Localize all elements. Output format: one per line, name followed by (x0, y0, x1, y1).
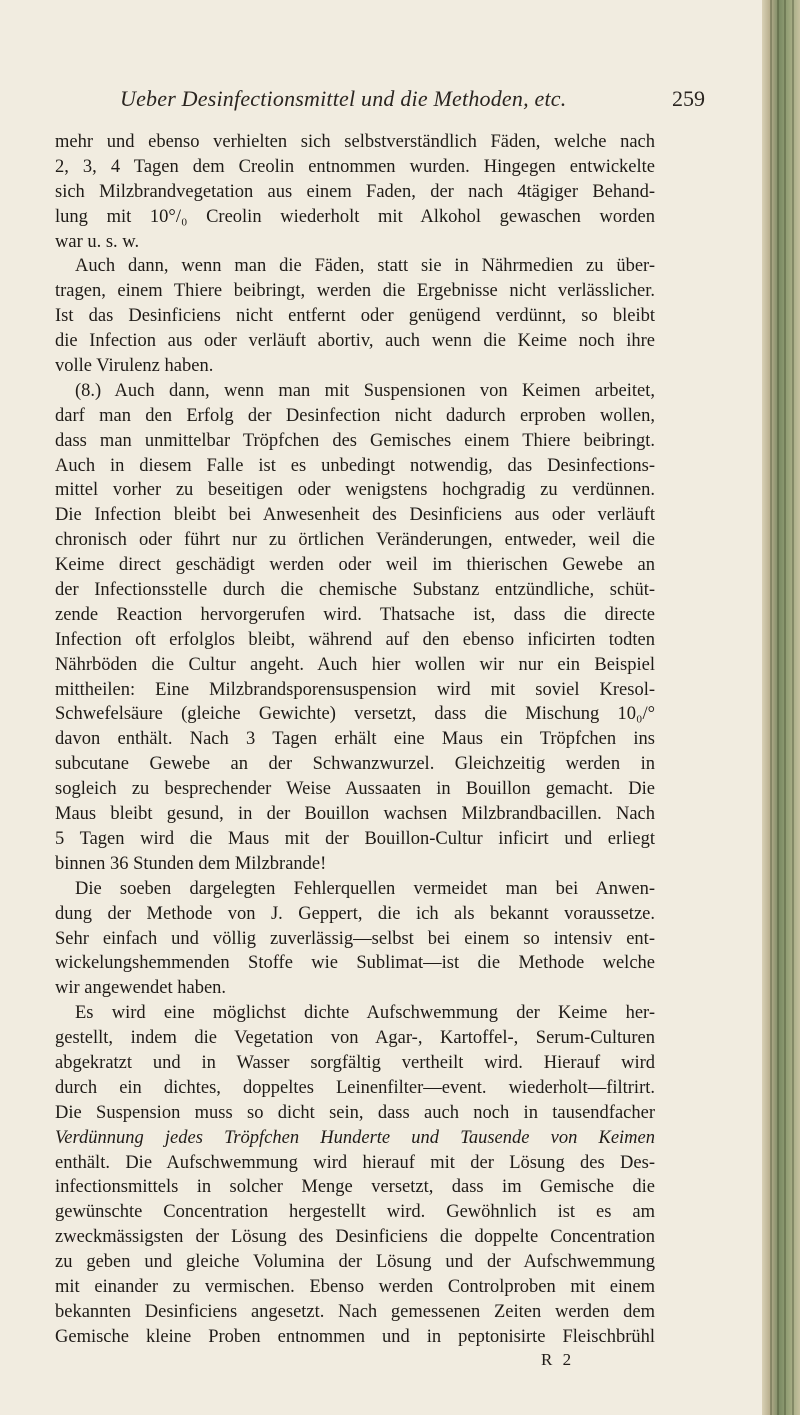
text-line: Gemische kleine Proben entnommen und in peptonisirte Fleischbrühl (55, 1326, 655, 1347)
text-line: Die soeben dargelegten Fehlerquellen vermeidet man bei Anwen- (75, 878, 655, 899)
text-line: abgekratzt und in Wasser sorgfältig vertheilt wird. Hierauf wird (55, 1052, 655, 1073)
text-line: Nährböden die Cultur angeht. Auch hier wollen wir nur ein Beispiel (55, 654, 655, 675)
text-line: Ist das Desinficiens nicht entfernt oder genügend verdünnt, so bleibt (55, 306, 655, 327)
text-line: Auch in diesem Falle ist es unbedingt notwendig, das Desinfections- (55, 455, 655, 476)
text-line: dung der Methode von J. Geppert, die ich als bekannt voraussetze. (55, 903, 655, 924)
text-line: die Infection aus oder verläuft abortiv, auch wenn die Keime noch ihre (55, 331, 655, 352)
text-line: volle Virulenz haben. (55, 356, 214, 377)
running-title: Ueber Desinfectionsmittel und die Methoden, etc. (120, 86, 567, 111)
text-line: 5 Tagen wird die Maus mit der Bouillon-Cultur inficirt und erliegt (55, 828, 655, 849)
text-line: durch ein dichtes, doppeltes Leinenfilter—event. wiederholt—filtrirt. (55, 1077, 655, 1098)
text-line: binnen 36 Stunden dem Milzbrande! (55, 853, 327, 874)
text-line: sich Milzbrandvegetation aus einem Faden, der nach 4tägiger Behand- (55, 181, 655, 202)
text-line: Sehr einfach und völlig zuverlässig—selbst bei einem so intensiv ent- (55, 928, 655, 949)
text-line: Es wird eine möglichst dichte Aufschwemmung der Keime her- (75, 1003, 655, 1024)
text-line: Keime direct geschädigt werden oder weil im thierischen Gewebe an (55, 555, 655, 576)
text-line: mittheilen: Eine Milzbrandsporensuspension wird mit soviel Kresol- (55, 679, 655, 700)
text-line: gestellt, indem die Vegetation von Agar-, Kartoffel-, Serum-Culturen (55, 1028, 655, 1049)
text-line: sogleich zu besprechender Weise Aussaaten in Bouillon gemacht. Die (55, 779, 655, 800)
text-line: Verdünnung jedes Tröpfchen Hunderte und Tausende von Keimen (55, 1127, 655, 1148)
text-line: lung mit 10°/₀ Creolin wiederholt mit Alkohol gewaschen worden (55, 206, 655, 227)
text-line: davon enthält. Nach 3 Tagen erhält eine Maus ein Tröpfchen ins (55, 729, 655, 750)
running-header (60, 86, 705, 116)
text-line: chronisch oder führt nur zu örtlichen Veränderungen, entweder, weil die (55, 530, 655, 551)
text-line: Schwefelsäure (gleiche Gewichte) versetzt, dass die Mischung 10₀/° (55, 704, 655, 725)
text-line: gewünschte Concentration hergestellt wird. Gewöhnlich ist es am (55, 1202, 655, 1223)
text-line: Infection oft erfolglos bleibt, während auf den ebenso inficirten todten (55, 629, 655, 650)
text-line: mittel vorher zu beseitigen oder wenigstens hochgradig zu verdünnen. (55, 480, 655, 501)
text-line: zende Reaction hervorgerufen wird. Thatsache ist, dass die directe (55, 604, 655, 625)
text-line: Die Suspension muss so dicht sein, dass auch noch in tausendfacher (55, 1102, 655, 1123)
page-number: 259 (672, 86, 705, 111)
page-edge (762, 0, 800, 1415)
text-line: enthält. Die Aufschwemmung wird hierauf mit der Lösung des Des- (55, 1152, 655, 1173)
text-line: Auch dann, wenn man die Fäden, statt sie in Nährmedien zu über- (75, 256, 655, 277)
text-line: tragen, einem Thiere beibringt, werden die Ergebnisse nicht verlässlicher. (55, 281, 655, 302)
text-line: mit einander zu vermischen. Ebenso werden Controlproben mit einem (55, 1276, 655, 1297)
text-line: wir angewendet haben. (55, 978, 227, 999)
text-line: subcutane Gewebe an der Schwanzwurzel. Gleichzeitig werden in (55, 754, 655, 775)
text-line: der Infectionsstelle durch die chemische Substanz entzündliche, schüt- (55, 580, 655, 601)
signature-mark: R 2 (541, 1350, 575, 1369)
text-line: zweckmässigsten der Lösung des Desinficiens die doppelte Concentration (55, 1227, 655, 1248)
text-line: zu geben und gleiche Volumina der Lösung und der Aufschwemmung (55, 1252, 655, 1273)
text-line: mehr und ebenso verhielten sich selbstverständlich Fäden, welche nach (55, 132, 655, 152)
text-line: 2, 3, 4 Tagen dem Creolin entnommen wurden. Hingegen entwickelte (55, 156, 655, 177)
text-line: war u. s. w. (55, 231, 140, 252)
body-text (55, 130, 655, 1350)
text-line: infectionsmittels in solcher Menge versetzt, dass im Gemische die (55, 1177, 655, 1198)
text-line: dass man unmittelbar Tröpfchen des Gemisches einem Thiere beibringt. (55, 430, 655, 451)
text-line: bekannten Desinficiens angesetzt. Nach gemessenen Zeiten werden dem (55, 1301, 655, 1322)
text-line: Maus bleibt gesund, in der Bouillon wachsen Milzbrandbacillen. Nach (55, 804, 655, 825)
text-line: Die Infection bleibt bei Anwesenheit des Desinficiens aus oder verläuft (55, 505, 655, 526)
text-line: darf man den Erfolg der Desinfection nicht dadurch erproben wollen, (55, 405, 655, 426)
text-line: wickelungshemmenden Stoffe wie Sublimat—ist die Methode welche (55, 953, 655, 974)
text-line: (8.) Auch dann, wenn man mit Suspensionen von Keimen arbeitet, (75, 380, 655, 401)
